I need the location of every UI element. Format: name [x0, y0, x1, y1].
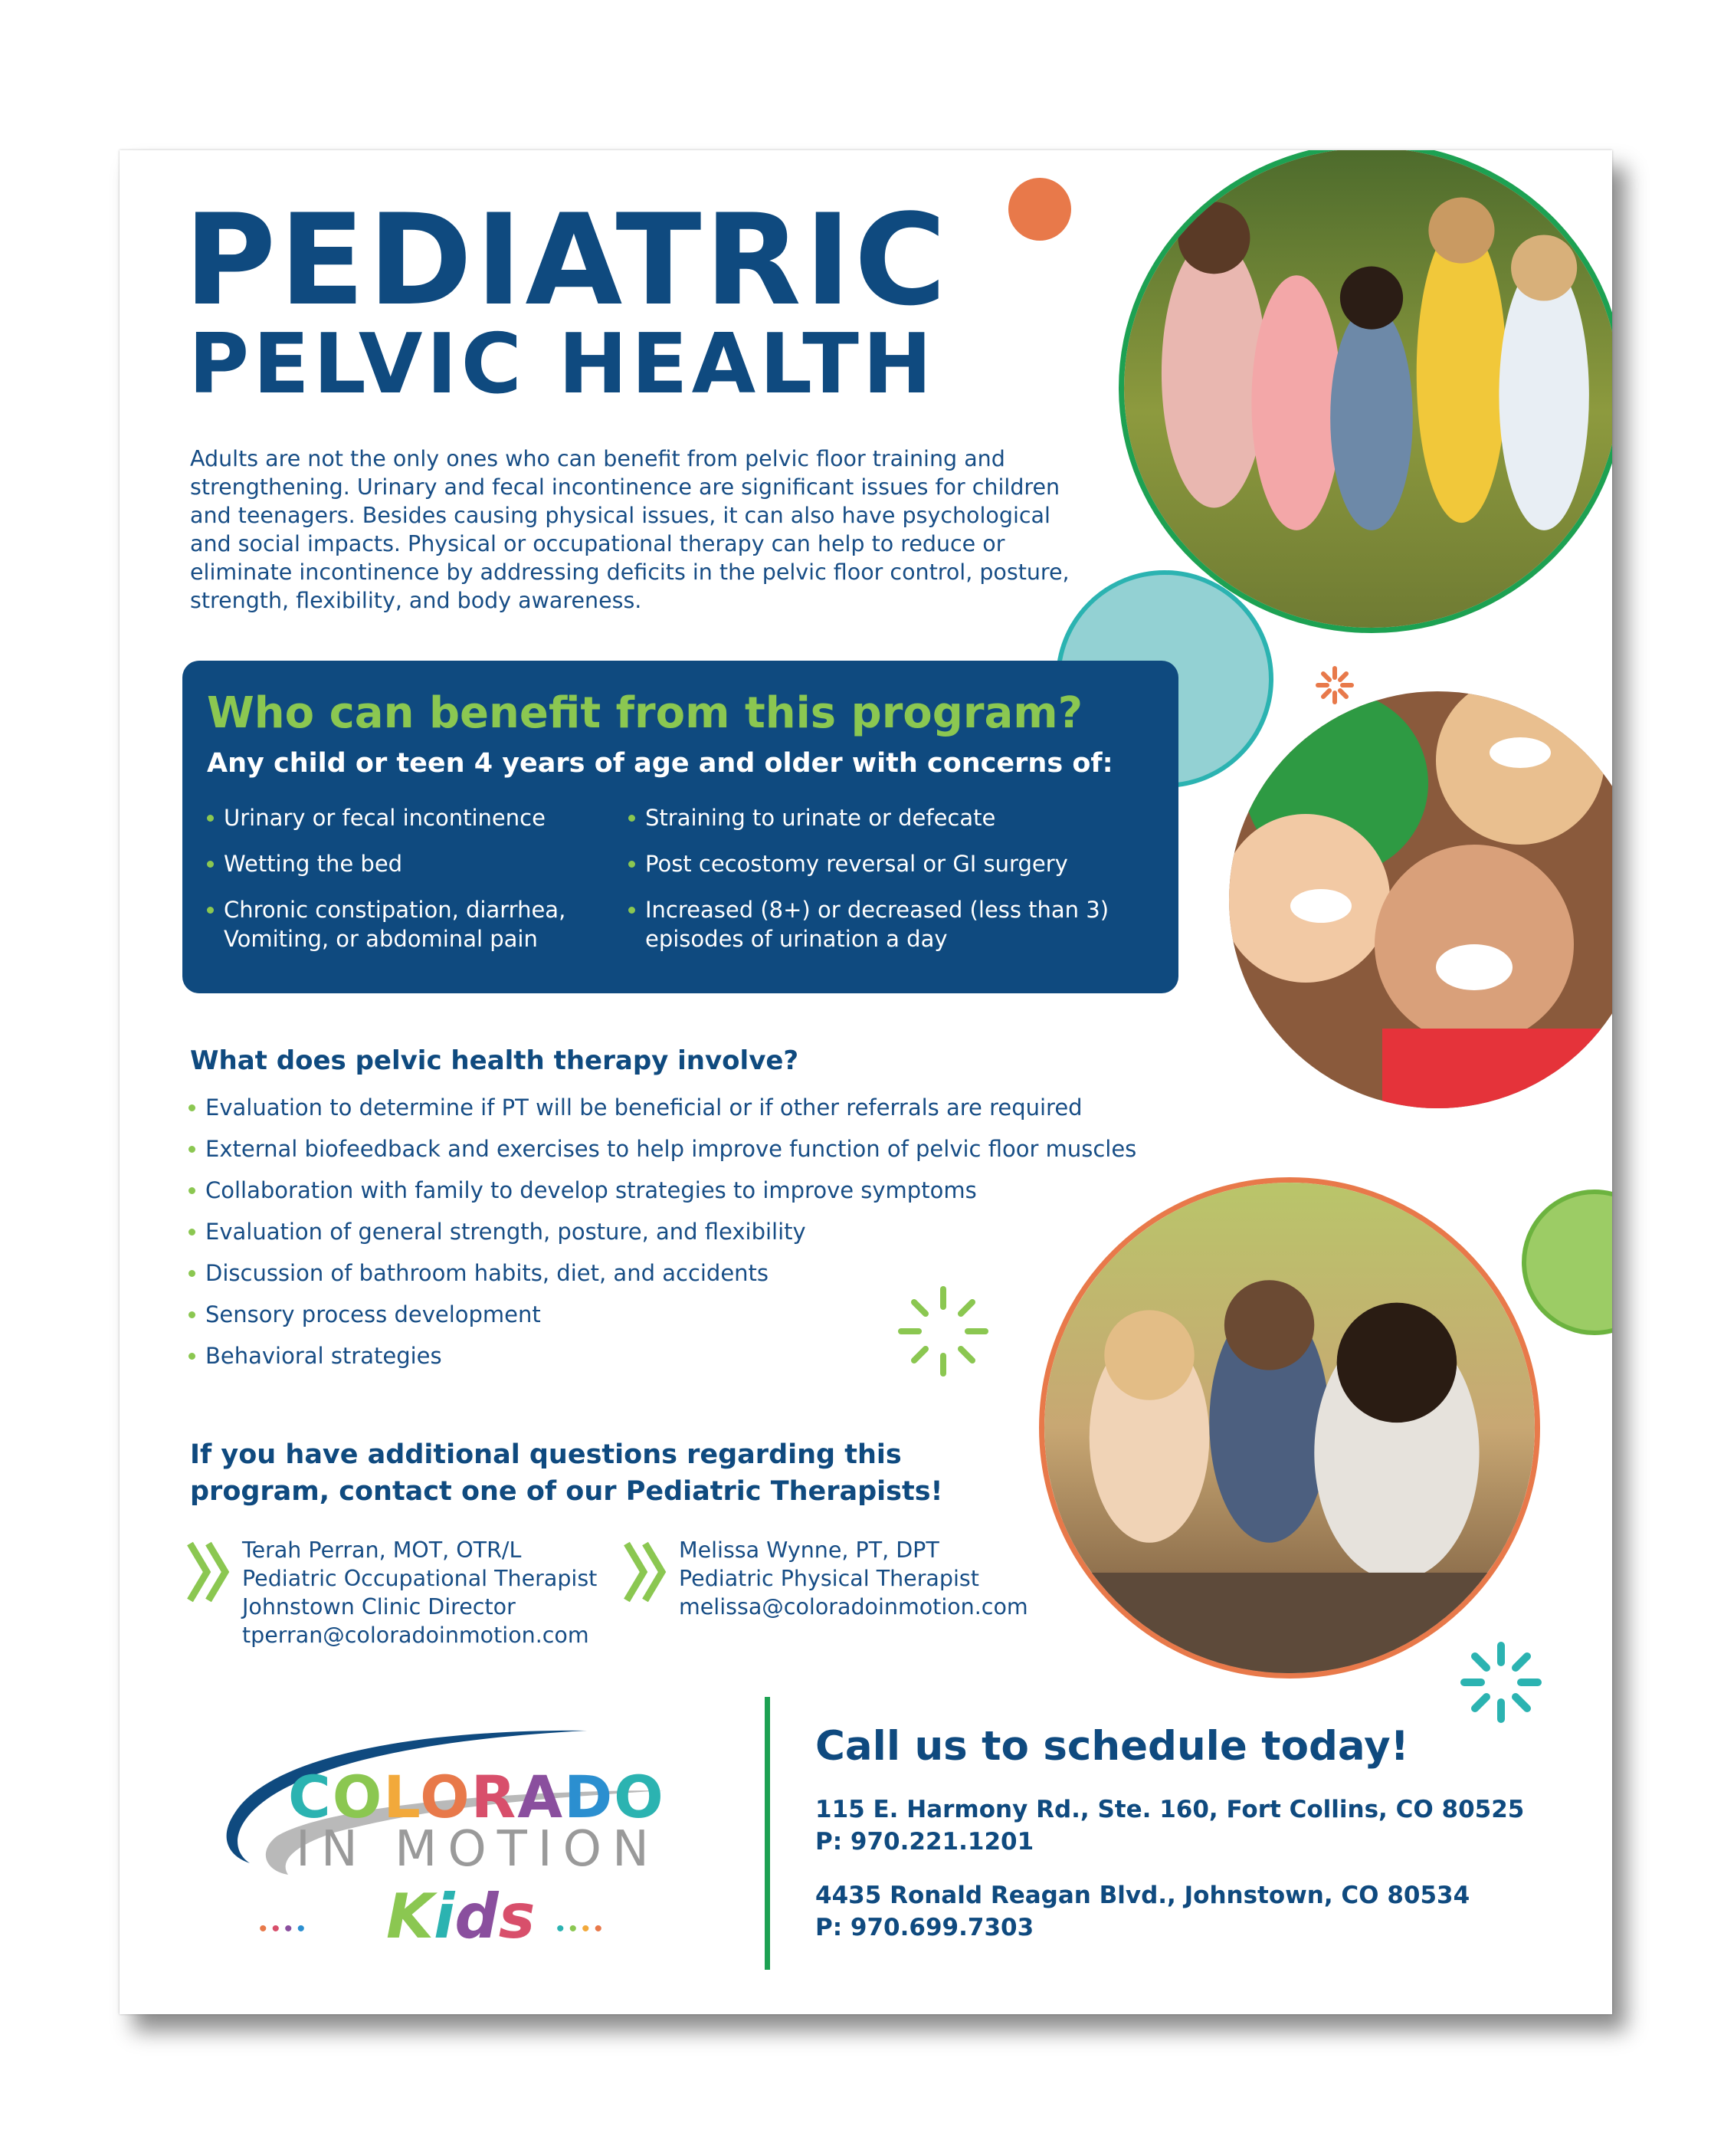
contact-email[interactable]: melissa@coloradoinmotion.com	[679, 1594, 1028, 1619]
benefit-list-left	[205, 803, 604, 970]
vertical-divider	[765, 1697, 770, 1970]
contact-name: Terah Perran, MOT, OTR/L	[242, 1537, 522, 1563]
location-fort-collins	[815, 1793, 1524, 1858]
cta-heading: Call us to schedule today!	[815, 1723, 1409, 1770]
contact-card-melissa	[679, 1536, 1028, 1621]
contact-extra: Johnstown Clinic Director	[242, 1594, 516, 1619]
list-item: Sensory process development	[187, 1294, 1183, 1335]
logo-in-motion: IN MOTION	[296, 1821, 660, 1878]
benefit-panel	[182, 661, 1178, 993]
colorado-in-motion-kids-logo	[204, 1721, 694, 1967]
location-address: 4435 Ronald Reagan Blvd., Johnstown, CO 80534	[815, 1882, 1470, 1909]
benefit-subtitle: Any child or teen 4 years of age and older with concerns of:	[207, 748, 1113, 779]
location-johnstown	[815, 1879, 1470, 1944]
sparkle-icon	[1312, 662, 1358, 708]
list-item: Straining to urinate or defecate	[627, 803, 1117, 832]
title-line-2: PELVIC HEALTH	[188, 317, 936, 412]
contact-email[interactable]: tperran@coloradoinmotion.com	[242, 1623, 589, 1648]
location-phone[interactable]: P: 970.699.7303	[815, 1914, 1034, 1941]
list-item: Post cecostomy reversal or GI surgery	[627, 849, 1117, 878]
list-item: Discussion of bathroom habits, diet, and accidents	[187, 1252, 1183, 1294]
benefit-title: Who can benefit from this program?	[207, 688, 1083, 738]
logo-colorado: COLORADO	[288, 1763, 665, 1831]
list-item: Urinary or fecal incontinence	[205, 803, 604, 832]
logo-dots-right: ••••	[556, 1916, 608, 1941]
title-line-1: PEDIATRIC	[184, 187, 950, 333]
logo-kids: Kids	[386, 1881, 536, 1952]
list-item: Evaluation of general strength, posture, and flexibility	[187, 1211, 1183, 1252]
location-address: 115 E. Harmony Rd., Ste. 160, Fort Collins, CO 80525	[815, 1796, 1525, 1823]
contact-role: Pediatric Occupational Therapist	[242, 1566, 598, 1591]
green-circle	[1522, 1190, 1612, 1335]
questions-heading: If you have additional questions regarding this program, contact one of our Pediatric Therapists!	[190, 1439, 943, 1507]
kids-huddle-photo	[1229, 691, 1612, 1108]
intro-paragraph: Adults are not the only ones who can benefit from pelvic floor training and strengthening. Urinary and fecal incontinence are significant issues for children and teenagers. Besides causing physical issues, it can also have psychological and social impacts. Physical or occupational therapy can help to reduce or eliminate incontinence by addressing deficits in the pelvic floor control, posture, strength, flexibility, and body awareness.	[190, 446, 1070, 613]
chevron-double-right-icon	[622, 1539, 671, 1613]
list-item: Evaluation to determine if PT will be beneficial or if other referrals are required	[187, 1087, 1183, 1128]
involve-list	[187, 1087, 1183, 1377]
flyer-page	[120, 150, 1612, 2014]
list-item: Collaboration with family to develop strategies to improve symptoms	[187, 1170, 1183, 1211]
list-item: Wetting the bed	[205, 849, 604, 878]
logo-dots-left: ••••	[259, 1916, 310, 1941]
chevron-double-right-icon	[185, 1539, 234, 1613]
contact-card-terah	[242, 1536, 597, 1649]
sparkle-icon	[1459, 1640, 1543, 1724]
contact-name: Melissa Wynne, PT, DPT	[679, 1537, 939, 1563]
kids-playing-photo	[1119, 150, 1612, 633]
location-phone[interactable]: P: 970.221.1201	[815, 1828, 1034, 1856]
list-item: Increased (8+) or decreased (less than 3) episodes of urination a day	[627, 895, 1117, 953]
list-item: Chronic constipation, diarrhea, Vomiting, or abdominal pain	[205, 895, 604, 953]
orange-dot	[1008, 178, 1071, 241]
list-item: Behavioral strategies	[187, 1335, 1183, 1377]
contact-role: Pediatric Physical Therapist	[679, 1566, 979, 1591]
list-item: External biofeedback and exercises to help improve function of pelvic floor muscles	[187, 1128, 1183, 1170]
involve-title: What does pelvic health therapy involve?	[190, 1045, 799, 1076]
benefit-list-right	[627, 803, 1117, 970]
